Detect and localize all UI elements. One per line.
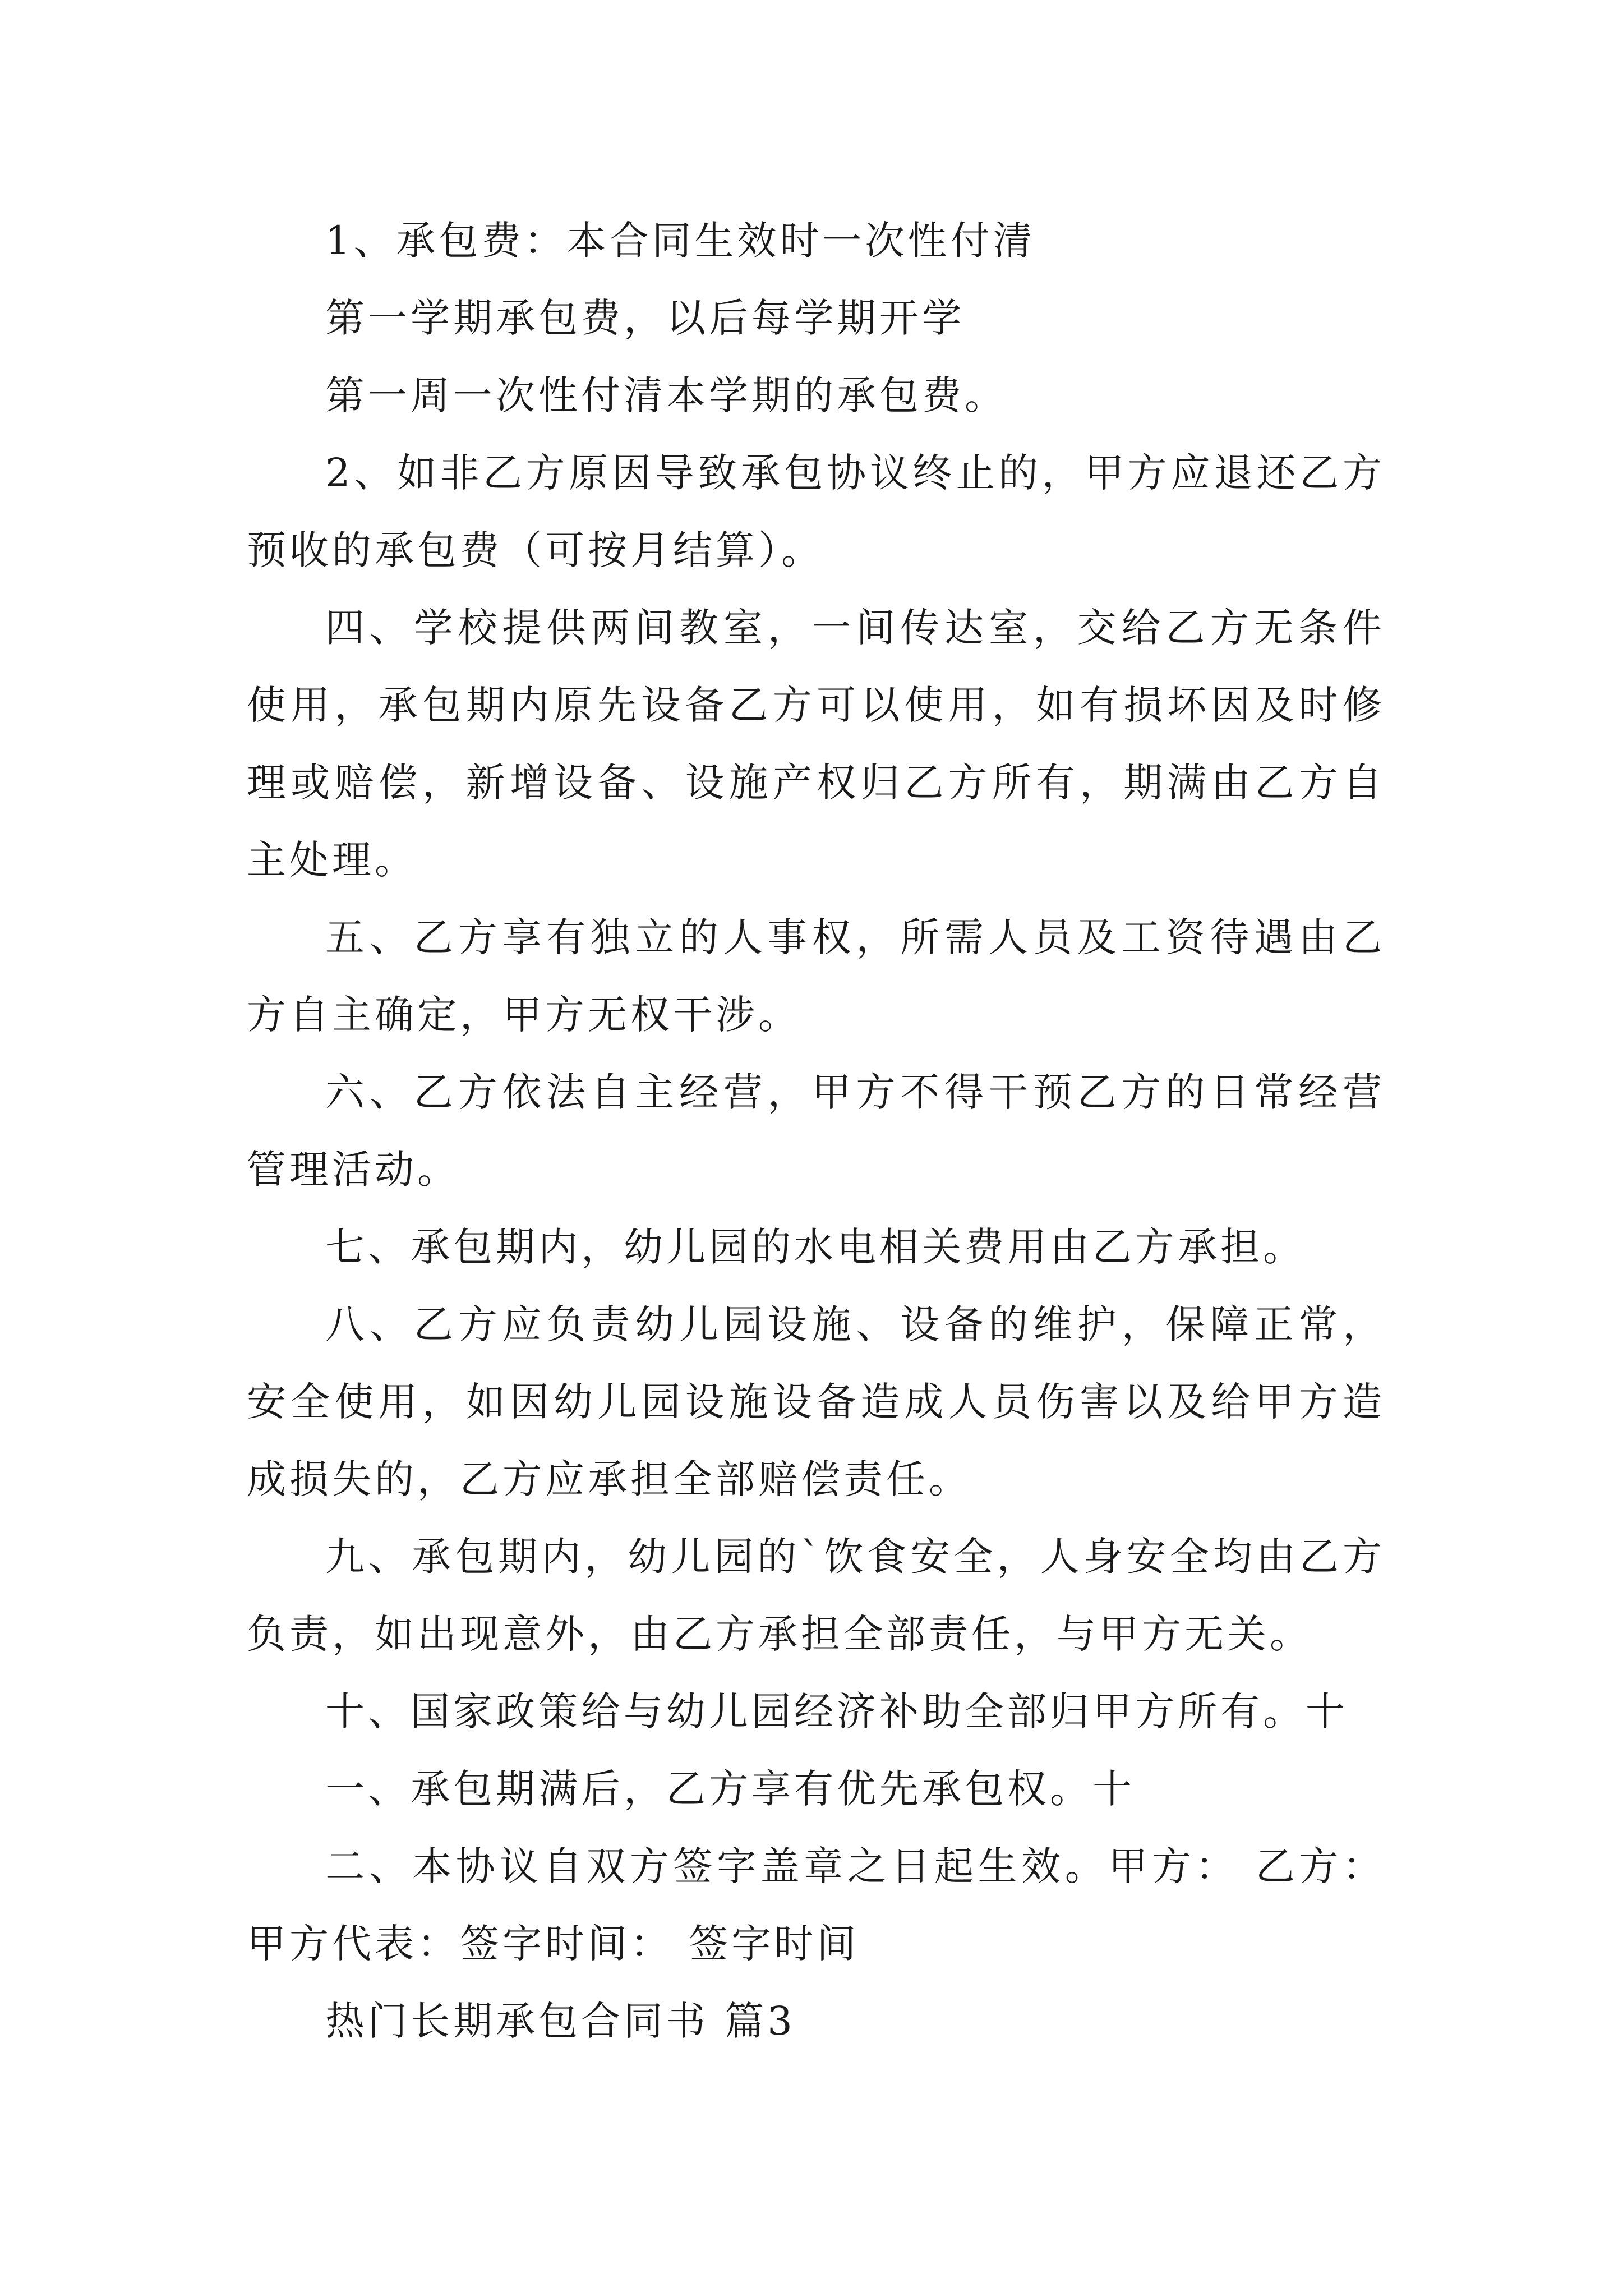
paragraph-1: 1、承包费：本合同生效时一次性付清 xyxy=(325,218,1036,264)
paragraph-10: 九、承包期内，幼儿园的`饮食安全，人身安全均由乙方负责，如出现意外，由乙方承担全部责任，与甲方无关。 xyxy=(247,1534,1385,1657)
paragraph-2: 第一学期承包费，以后每学期开学 xyxy=(325,295,965,341)
paragraph-5: 四、学校提供两间教室，一间传达室，交给乙方无条件使用，承包期内原先设备乙方可以使用，如有损坏因及时修理或赔偿，新增设备、设施产权归乙方所有，期满由乙方自主处理。 xyxy=(247,605,1385,883)
paragraph-11: 十、国家政策给与幼儿园经济补助全部归甲方所有。十 xyxy=(325,1688,1348,1734)
paragraph-8: 七、承包期内，幼儿园的水电相关费用由乙方承担。 xyxy=(325,1224,1306,1270)
paragraph-12: 一、承包期满后，乙方享有优先承包权。十 xyxy=(325,1766,1135,1812)
paragraph-9: 八、乙方应负责幼儿园设施、设备的维护，保障正常，安全使用，如因幼儿园设施设备造成人员伤害以及给甲方造成损失的，乙方应承担全部赔偿责任。 xyxy=(247,1301,1385,1502)
document-body xyxy=(247,202,1385,2060)
section-heading: 热门长期承包合同书 篇3 xyxy=(325,1998,796,2044)
paragraph-6: 五、乙方享有独立的人事权，所需人员及工资待遇由乙方自主确定，甲方无权干涉。 xyxy=(247,914,1385,1038)
paragraph-3: 第一周一次性付清本学期的承包费。 xyxy=(325,372,1007,418)
paragraph-13: 二、本协议自双方签字盖章之日起生效。甲方： 乙方：甲方代表：签字时间： 签字时间 xyxy=(247,1843,1385,1967)
paragraph-7: 六、乙方依法自主经营，甲方不得干预乙方的日常经营管理活动。 xyxy=(247,1069,1385,1193)
paragraph-4: 2、如非乙方原因导致承包协议终止的，甲方应退还乙方预收的承包费（可按月结算）。 xyxy=(247,450,1385,573)
